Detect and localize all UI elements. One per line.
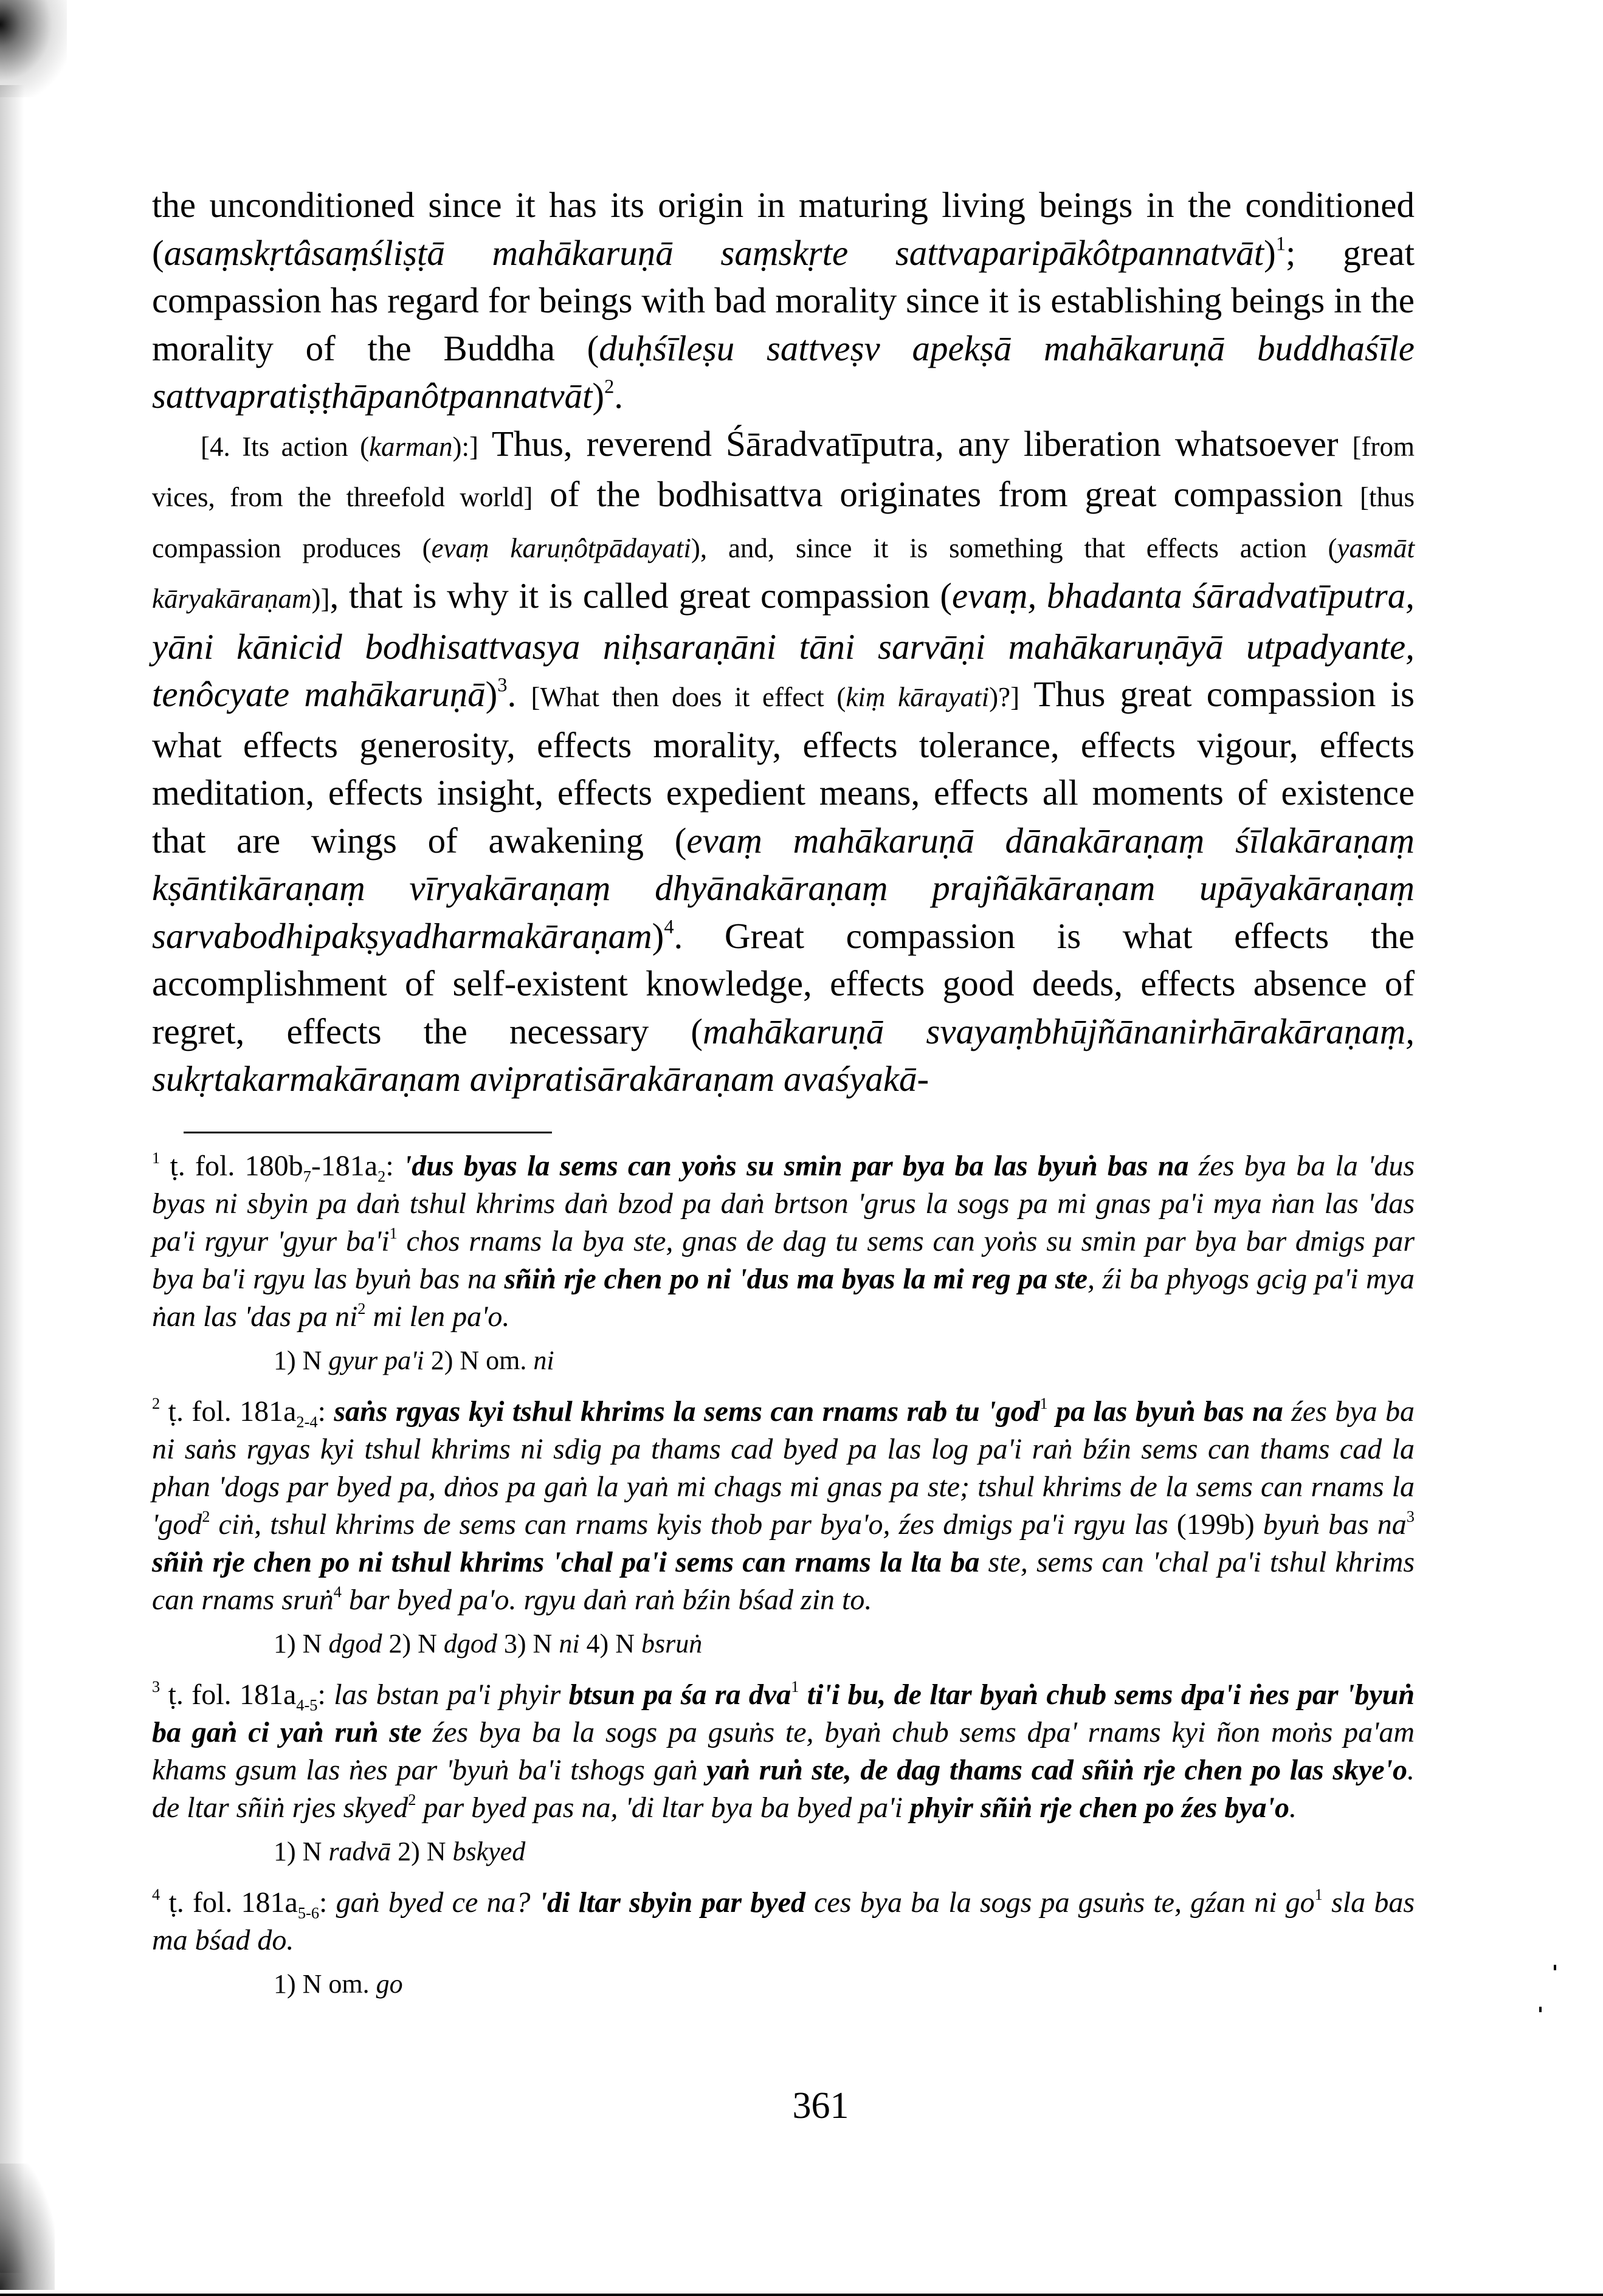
scan-shadow-bottom-left bbox=[0, 2164, 55, 2290]
variant-readings: 1) N dgod 2) N dgod 3) N ni 4) N bsruṅ bbox=[274, 1629, 703, 1658]
footnote-separator bbox=[184, 1132, 552, 1133]
sanskrit-quote: evaṃ, bhadanta śāradvatīputra, yāni kānicid bodhisattvasya niḥsaraṇāni tāni sarvāṇi mahākaruṇāyā utpadyante, tenôcyate mahākaruṇā bbox=[152, 576, 1415, 714]
editorial-insert: [thus compassion produces ( bbox=[152, 482, 1415, 563]
tibetan-lemma: 'dus byas la sems can yoṅs su smin par bya ba las byuṅ bas na bbox=[403, 1150, 1189, 1182]
footnote-ref-1[interactable]: 1 bbox=[1275, 233, 1286, 255]
footnotes bbox=[152, 1147, 1415, 2016]
footnote-1: $^1$ ṭ. fol. $180b_7-181a_2$: 'dus byas la sems can yoṅs su smin par bya ba las byuṅ bas na źes bya ba la 'dus byas ni sbyin pa daṅ tshul khrims daṅ bzod pa daṅ brtson 'grus la sogs pa mi gnas pa'i mya ṅan las 'das pa'i rgyur 'gyur $ba'i^1$ chos rnams la bya ste, gnas de dag tu sems can yoṅs su smin par bya bar dmigs par bya ba'i rgyu las byuṅ bas na sñiṅ rje chen po ni 'dus ma byas la mi reg pa ste, źi ba phyogs gcig pa'i mya ṅan las 'das pa $ni^2$ mi len pa'o. 1) N gyur pa'i 2) N om. ni bbox=[152, 1147, 1415, 1380]
sanskrit-quote: mahākaruṇā svayaṃbhūjñānanirhārakāraṇaṃ, sukṛtakarmakāraṇam avipratisārakāraṇam avaśyakā- bbox=[152, 1011, 1415, 1099]
tibetan-lemma: yaṅ ruṅ ste, de dag thams cad sñiṅ rje chen po las skye'o bbox=[706, 1754, 1407, 1786]
footnote-ref-2[interactable]: 2 bbox=[604, 376, 615, 398]
footnote-source: ṭ. fol. 180b bbox=[170, 1150, 303, 1182]
editorial-insert: [What then does it effect ( bbox=[531, 682, 846, 712]
main-text bbox=[152, 181, 1415, 1103]
scan-speck bbox=[1539, 2007, 1542, 2012]
variant-readings: 1) N gyur pa'i 2) N om. ni bbox=[274, 1346, 554, 1375]
sanskrit-quote: duḥśīleṣu sattveṣv apekṣā mahākaruṇā buddhaśīle sattvapratiṣṭhāpanôtpannatvāt bbox=[152, 328, 1415, 416]
footnote-ref-4[interactable]: 4 bbox=[664, 916, 674, 938]
footnote-number: 1 bbox=[152, 1149, 160, 1167]
editorial-insert: [4. Its action ( bbox=[201, 431, 370, 462]
paragraph-1: the unconditioned since it has its origin in maturing living beings in the conditioned (asaṃskṛtâsaṃśliṣṭā mahākaruṇā saṃskṛte sattvaparipākôtpannatvāt)$^1$; great compassion has regard for beings with bad morality since it is establishing beings in the morality of the Buddha (duḥśīleṣu sattveṣv apekṣā mahākaruṇā buddhaśīle sattvapratiṣṭhāpanôtpannatvāt)$^2$. bbox=[152, 185, 1415, 416]
footnote-number: 4 bbox=[152, 1885, 160, 1904]
tibetan-lemma: sñiṅ rje chen po ni tshul khrims 'chal pa'i sems can rnams la lta ba bbox=[152, 1546, 980, 1578]
footnote-source: ṭ. fol. 181a bbox=[168, 1679, 297, 1711]
variant-readings: 1) N radvā 2) N bskyed bbox=[274, 1837, 526, 1866]
tibetan-lemma: saṅs rgyas kyi tshul khrims la sems can rnams rab tu 'god bbox=[334, 1395, 1040, 1428]
scan-speck bbox=[1554, 1965, 1556, 1970]
sanskrit-quote: asaṃskṛtâsaṃśliṣṭā mahākaruṇā saṃskṛte sattvaparipākôtpannatvāt bbox=[164, 232, 1264, 273]
scan-bottom-edge bbox=[0, 2294, 1603, 2296]
scan-shadow-top-left bbox=[0, 0, 67, 97]
footnote-4: $^4$ ṭ. fol. $181a_{5-6}$: gaṅ byed ce na? 'di ltar sbyin par byed ces bya ba la sogs pa gsuṅs te, gźan ni $go^1$ sla bas ma bśad do. 1) N om. go bbox=[152, 1884, 1415, 2003]
tibetan-lemma: phyir sñiṅ rje chen po źes bya'o bbox=[909, 1792, 1289, 1824]
scan-shadow-left-edge bbox=[0, 85, 24, 2273]
paragraph-2: [4. Its action (karman):] Thus, reverend Śāradvatīputra, any liberation whatsoever [from vices, from the threefold world] of the bodhisattva originates from great compassion [thus compassion produces (evaṃ karuṇôtpādayati), and, since it is something that effects action (yasmāt kāryakāraṇam)], that is why it is called great compassion (evaṃ, bhadanta śāradvatīputra, yāni kānicid bodhisattvasya niḥsaraṇāni tāni sarvāṇi mahākaruṇāyā utpadyante, tenôcyate mahākaruṇā)$^3$. [What then does it effect (kiṃ kārayati)?] Thus great compassion is what effects generosity, effects morality, effects tolerance, effects vigour, effects meditation, effects insight, effects expedient means, effects all moments of existence that are wings of awakening (evaṃ mahākaruṇā dānakāraṇaṃ śīlakāraṇaṃ kṣāntikāraṇaṃ vīryakāraṇaṃ dhyānakāraṇaṃ prajñākāraṇam upāyakāraṇaṃ sarvabodhipakṣyadharmakāraṇam)$^4$. Great compassion is what effects the accomplishment of self-existent knowledge, effects good deeds, effects absence of regret, effects the necessary (mahākaruṇā svayaṃbhūjñānanirhārakāraṇaṃ, sukṛtakarmakāraṇam avipratisārakāraṇam avaśyakā- bbox=[152, 423, 1415, 1099]
footnote-2: $^2$ ṭ. fol. $181a_{2-4}$: saṅs rgyas kyi tshul khrims la sems can rnams rab tu 'god$^1$ pa las byuṅ bas na źes bya ba ni saṅs rgyas kyi tshul khrims ni sdig pa thams cad byed pa las log pa'i raṅ bźin sems can thams cad la phan 'dogs par byed pa, dṅos pa gaṅ la yaṅ mi chags mi gnas pa ste; tshul khrims de la sems can rnams la 'god$^2$ ciṅ, tshul khrims de sems can rnams kyis thob par bya'o, źes dmigs pa'i rgyu las (199b) byuṅ bas $na^3$ sñiṅ rje chen po ni tshul khrims 'chal pa'i sems can rnams la lta ba ste, sems can 'chal pa'i tshul khrims can rnams sruṅ$^4$ bar byed pa'o. rgyu daṅ raṅ bźin bśad zin to. 1) N dgod 2) N dgod 3) N ni 4) N bsruṅ bbox=[152, 1393, 1415, 1663]
footnote-3: $^3$ ṭ. fol. $181a_{4-5}$: las bstan pa'i phyir btsun pa śa ra dva$^1$ ti'i bu, de ltar byaṅ chub sems dpa'i ṅes par 'byuṅ ba gaṅ ci yaṅ ruṅ ste źes bya ba la sogs pa gsuṅs te, byaṅ chub sems dpa' rnams kyi ñon moṅs pa'am khams gsum las ṅes par 'byuṅ ba'i tshogs gaṅ yaṅ ruṅ ste, de dag thams cad sñiṅ rje chen po las skye'o. de ltar sñiṅ rjes skyed$^2$ par byed pas na, 'di ltar bya ba byed pa'i phyir sñiṅ rje chen po źes bya'o. 1) N radvā 2) N bskyed bbox=[152, 1676, 1415, 1871]
editorial-insert: [from vices, from the threefold world] bbox=[152, 431, 1415, 512]
page-number: 361 bbox=[792, 2085, 849, 2126]
tibetan-lemma: sñiṅ rje chen po ni 'dus ma byas la mi reg pa ste bbox=[504, 1263, 1088, 1295]
folio-marker: (199b) bbox=[1176, 1508, 1255, 1541]
tibetan-lemma: btsun pa śa ra dva bbox=[568, 1679, 791, 1711]
footnote-source: ṭ. fol. 181a bbox=[168, 1395, 297, 1428]
footnote-number: 3 bbox=[152, 1677, 160, 1696]
footnote-number: 2 bbox=[152, 1394, 160, 1413]
sanskrit-quote: evaṃ mahākaruṇā dānakāraṇaṃ śīlakāraṇaṃ kṣāntikāraṇaṃ vīryakāraṇaṃ dhyānakāraṇaṃ prajñākāraṇam upāyakāraṇaṃ sarvabodhipakṣyadharmakāraṇam bbox=[152, 820, 1415, 956]
footnote-ref-3[interactable]: 3 bbox=[497, 674, 508, 696]
variant-readings: 1) N om. go bbox=[274, 1969, 403, 1999]
tibetan-lemma: 'di ltar sbyin par byed bbox=[539, 1886, 805, 1919]
footnote-source: ṭ. fol. 181a bbox=[168, 1886, 298, 1919]
